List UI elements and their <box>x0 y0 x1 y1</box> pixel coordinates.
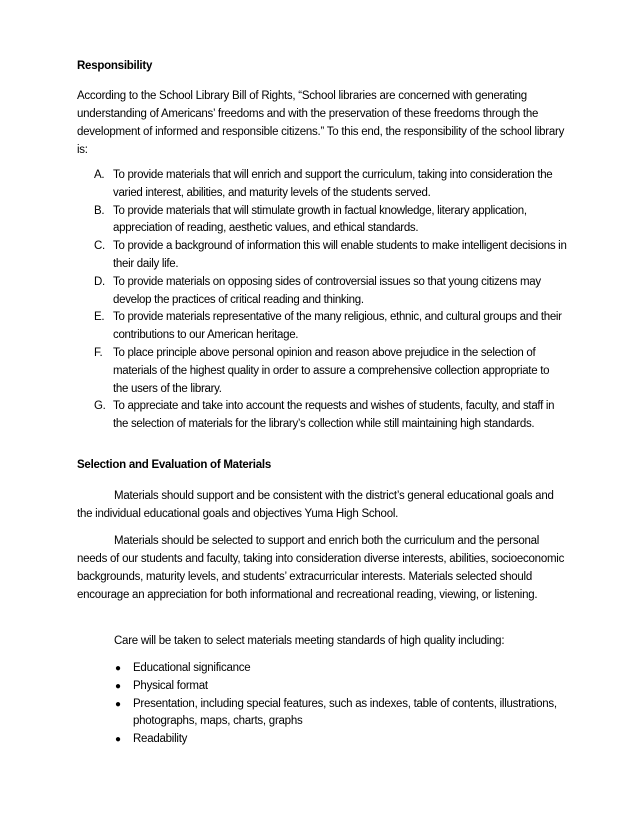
list-item-text: Educational significance <box>133 662 251 674</box>
list-item <box>77 345 567 398</box>
list-item <box>77 167 567 203</box>
list-marker: B. <box>94 204 105 217</box>
list-item-text: To provide materials on opposing sides of controversial issues so that young citizens may develop the practices of critical reading and thinking. <box>113 275 541 306</box>
selection-paragraph: Materials should be selected to support and enrich both the curriculum and the personal needs of our students and faculty, taking into consideration diverse interests, abilities, socioeconomic backgrounds, maturity levels, and students’ extracurricular interests. Materials selected should encourage an appreciation for both informational and recreational reading, viewing, or listening. <box>77 535 565 601</box>
list-item-text: To provide a background of information this will enable students to make intelligent decisions in their daily life. <box>113 240 567 270</box>
list-item-text: Presentation, including special features, such as indexes, table of contents, illustrations, photographs, maps, charts, graphs <box>133 697 557 728</box>
responsibility-list <box>77 167 567 434</box>
list-item <box>77 660 567 678</box>
heading-responsibility: Responsibility <box>77 60 153 72</box>
list-item-text: To appreciate and take into account the requests and wishes of students, faculty, and staff in the selection of materials for the library’s collection while still maintaining high standards. <box>113 400 555 431</box>
selection-paragraph: Care will be taken to select materials meeting standards of high quality including: <box>114 635 505 647</box>
list-item-text: To place principle above personal opinion and reason above prejudice in the selection of materials of the highest quality in order to assure a comprehensive collection appropriate to the users of the library. <box>113 346 550 395</box>
heading-selection-evaluation: Selection and Evaluation of Materials <box>77 459 271 471</box>
list-item <box>77 238 567 274</box>
list-item-text: To provide materials that will stimulate growth in factual knowledge, literary application, appreciation of reading, aesthetic values, and ethical standards. <box>113 204 527 235</box>
bullet-icon: ● <box>115 734 121 746</box>
list-marker: G. <box>94 400 106 413</box>
list-item <box>77 203 567 239</box>
list-item-text: Readability <box>133 733 188 746</box>
list-marker: C. <box>94 240 105 253</box>
list-item-text: Physical format <box>133 679 208 692</box>
bullet-icon: ● <box>115 663 121 674</box>
list-item <box>77 678 567 696</box>
list-item-text: To provide materials representative of the many religious, ethnic, and cultural groups and their contributions to our American heritage. <box>113 311 562 342</box>
list-item <box>77 398 567 434</box>
selection-paragraph: Materials should support and be consistent with the district’s general educational goals and the individual educational goals and objectives Yuma High School. <box>77 490 554 520</box>
list-marker: D. <box>94 275 105 288</box>
list-marker: A. <box>94 169 105 181</box>
responsibility-intro: According to the School Library Bill of Rights, “School libraries are concerned with generating understanding of Americans’ freedoms and with the preservation of these freedoms through the development of informed and responsible citizens.” To this end, the responsibility of the school library is: <box>77 90 565 156</box>
quality-criteria-list <box>77 660 567 749</box>
list-item <box>77 696 567 732</box>
list-item-text: To provide materials that will enrich and support the curriculum, taking into consideration the varied interest, abilities, and maturity levels of the students served. <box>113 169 553 199</box>
list-item <box>77 731 567 749</box>
list-marker: F. <box>94 346 103 359</box>
bullet-icon: ● <box>115 680 121 692</box>
list-item <box>77 274 567 310</box>
list-item <box>77 309 567 345</box>
list-marker: E. <box>94 311 105 324</box>
bullet-icon: ● <box>115 698 121 710</box>
